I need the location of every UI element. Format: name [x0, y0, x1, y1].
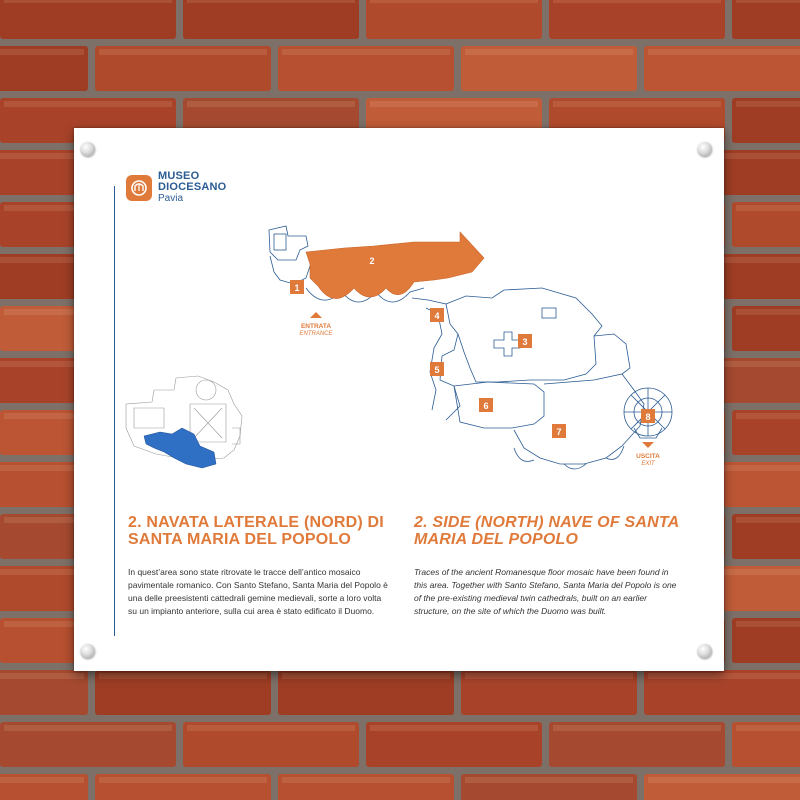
svg-text:7: 7 [556, 427, 562, 437]
brick-highlight [0, 153, 84, 159]
brick-highlight [648, 49, 800, 55]
brick-highlight [187, 101, 355, 107]
brick-highlight [0, 361, 84, 367]
brick-highlight [0, 569, 84, 575]
brick-highlight [4, 725, 172, 731]
svg-text:3: 3 [522, 337, 528, 347]
brick [0, 0, 176, 39]
brick-highlight [0, 777, 84, 783]
brick-highlight [187, 725, 355, 731]
brick-highlight [99, 673, 267, 679]
title-italian: 2. NAVATA LATERALE (NORD) DI SANTA MARIA DEL POPOLO [128, 514, 384, 548]
brick-highlight [0, 257, 84, 263]
floor-plan-map [74, 128, 724, 508]
exit-arrow-icon [642, 442, 654, 448]
brick-highlight [648, 777, 800, 783]
plan-corridor-inner [426, 308, 442, 410]
plan-zone-7-outline [514, 374, 644, 464]
plan-zone-3-cross [494, 332, 520, 356]
exit-label-it: USCITA [636, 453, 660, 460]
svg-text:1: 1 [294, 283, 300, 293]
zone-3-label [518, 334, 532, 348]
brick-highlight [370, 725, 538, 731]
brick-highlight [553, 0, 721, 3]
svg-text:6: 6 [483, 401, 489, 411]
zone-5-label [430, 362, 444, 376]
logo-city: Pavia [158, 193, 184, 204]
logo-line-museo: MUSEO [158, 170, 200, 182]
brick-highlight [736, 205, 800, 211]
svg-text:2: 2 [369, 256, 375, 266]
plan-tower [274, 234, 286, 250]
zone-1-label [290, 280, 304, 294]
brick-highlight [370, 0, 538, 3]
museum-sign-panel [74, 128, 724, 671]
brick-highlight [99, 777, 267, 783]
brick-highlight [736, 101, 800, 107]
brick-highlight [736, 517, 800, 523]
entrance-label-en: ENTRANCE [299, 331, 333, 337]
plan-zone-3-detail [542, 308, 556, 318]
brick-highlight [465, 673, 633, 679]
brick-highlight [553, 101, 721, 107]
svg-text:5: 5 [434, 365, 440, 375]
zone-2-label [369, 256, 374, 266]
zone-7-label [552, 424, 566, 438]
brick-highlight [4, 0, 172, 3]
plan-outline-west [269, 226, 308, 260]
brick-highlight [187, 0, 355, 3]
brick [549, 0, 725, 39]
exit-label-en: EXIT [641, 461, 655, 467]
brick-highlight [553, 725, 721, 731]
brick-highlight [465, 777, 633, 783]
brick-highlight [4, 101, 172, 107]
logo-line-diocesano: DIOCESANO [158, 181, 227, 193]
brick-highlight [736, 725, 800, 731]
description-italian: In quest’area sono state ritrovate le tracce dell’antico mosaico pavimentale romanico. Con Santo Stefano, Santa Maria del Popolo è una delle preesistenti cattedrali gemine medievali, sorte a loro volta su un impianto anteriore, sulla cui area è stato edificato il Duomo. [128, 567, 388, 616]
plan-zone-6-outline [454, 382, 544, 428]
description-english: Traces of the ancient Romanesque floor mosaic have been found in this area. Together with Santo Stefano, Santa Maria del Popolo is one of the pre-existing medieval twin cathedrals, built on an earlier structure, on the site of which the Duomo was built. [414, 567, 677, 616]
brick-highlight [370, 101, 538, 107]
screw-bottom-right [698, 644, 712, 658]
brick-highlight [465, 49, 633, 55]
brick [732, 0, 800, 39]
brick-highlight [0, 465, 84, 471]
zone-6-label [479, 398, 493, 412]
brick-highlight [99, 49, 267, 55]
plan-east-wing [594, 334, 630, 374]
svg-text:4: 4 [434, 311, 440, 321]
brick-highlight [736, 309, 800, 315]
overview-map-highlight [144, 428, 216, 468]
svg-text:8: 8 [645, 412, 651, 422]
zone-4-label [430, 308, 444, 322]
entrance-arrow-icon [310, 312, 322, 318]
zone-8-label [641, 409, 655, 423]
brick-highlight [736, 413, 800, 419]
entrance-label-it: ENTRATA [300, 323, 332, 330]
brick-highlight [282, 777, 450, 783]
plan-zone-2-highlight [306, 232, 484, 299]
title-english: 2. SIDE (NORTH) NAVE OF SANTA MARIA DEL POPOLO [414, 514, 679, 548]
brick-highlight [282, 673, 450, 679]
brick-highlight [0, 49, 84, 55]
plan-zone-7-apses [514, 446, 624, 469]
brick-highlight [0, 673, 84, 679]
screw-bottom-left [81, 644, 95, 658]
brick-highlight [736, 621, 800, 627]
brick [366, 0, 542, 39]
brick-highlight [736, 0, 800, 3]
brick-highlight [282, 49, 450, 55]
brick-highlight [648, 673, 800, 679]
brick [183, 0, 359, 39]
